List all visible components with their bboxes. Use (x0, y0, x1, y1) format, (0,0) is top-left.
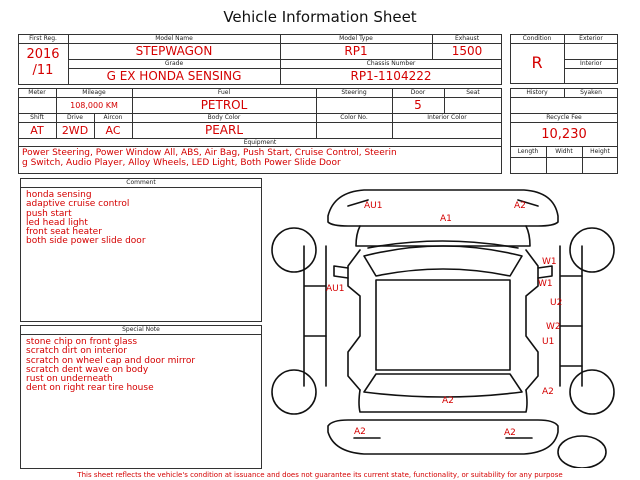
mileage-label: Mileage (82, 89, 106, 96)
mark-right-door-lower: U2 (550, 298, 563, 308)
condition-grade: R (531, 53, 543, 72)
chassis-value: RP1-1104222 (350, 69, 432, 83)
body-color-value: PEARL (204, 123, 244, 137)
shift-label: Shift (30, 114, 44, 121)
exterior-label: Exterior (579, 35, 603, 42)
comment-line: push start (26, 208, 72, 219)
mark-rear-lower: A2 (442, 396, 454, 406)
car-damage-diagram (264, 176, 620, 468)
mark-rear-bumper-right: A2 (504, 428, 516, 438)
mileage-value: 108,000 KM (70, 101, 118, 110)
body-color-label: Body Color (207, 114, 241, 121)
special-note-lines (26, 338, 195, 394)
mark-right-front-door: W1 (538, 279, 553, 289)
chassis-label: Chassis Number (366, 60, 416, 67)
exhaust-value: 1500 (451, 44, 483, 58)
equipment-line-1: Power Steering, Power Window All, ABS, Air Bag, Push Start, Cruise Control, Steerin (22, 148, 397, 158)
model-name-label: Model Name (155, 35, 193, 42)
width-label: Widht (555, 148, 573, 155)
rear-bumper-outline (328, 420, 558, 454)
mark-left-side: AU1 (326, 284, 345, 294)
left-side-outline (348, 250, 360, 390)
door-value: 5 (414, 98, 422, 112)
syaken-label: Syaken (580, 89, 602, 96)
right-side-outline (526, 250, 538, 390)
comment-line: led head light (26, 217, 88, 228)
fuel-value: PETROL (200, 98, 248, 112)
comment-line: honda sensing (26, 190, 92, 200)
interior-color-label: Interior Color (427, 114, 467, 121)
seat-label: Seat (466, 89, 480, 96)
recycle-fee-label: Recycle Fee (546, 114, 582, 121)
mark-front-bumper-left: AU1 (364, 201, 383, 211)
mark-right-rear-door: W2 (546, 322, 561, 332)
first-reg-year: 2016 (26, 47, 60, 62)
shift-value: AT (30, 124, 44, 137)
note-line: scratch dent wave on body (26, 364, 149, 375)
length-label: Length (517, 148, 539, 155)
windshield-outline (364, 246, 522, 276)
equipment-label: Equipment (243, 139, 277, 146)
roof-outline (376, 280, 510, 370)
recycle-fee-value: 10,230 (541, 127, 587, 142)
comment-line: both side power slide door (26, 236, 146, 247)
meter-label: Meter (28, 89, 46, 96)
interior-label: Interior (580, 60, 602, 67)
comment-line: adaptive cruise control (26, 199, 130, 210)
drive-value: 2WD (61, 124, 89, 137)
wheel-front-right (570, 228, 614, 272)
model-name-value: STEPWAGON (135, 44, 213, 58)
grade-label: Grade (164, 60, 184, 67)
wheel-rear-right (570, 370, 614, 414)
grade-value: G EX HONDA SENSING (106, 69, 242, 83)
fuel-label: Fuel (217, 89, 231, 96)
hood-outline (356, 226, 530, 246)
sheet-title: Vehicle Information Sheet (223, 8, 417, 26)
note-line: stone chip on front glass (26, 337, 138, 347)
first-reg-label: First Reg. (29, 35, 57, 42)
comment-label: Comment (126, 179, 156, 186)
note-line: rust on underneath (26, 374, 113, 385)
note-line: scratch dirt on interior (26, 346, 127, 357)
note-line: dent on right rear tire house (26, 383, 154, 394)
wheel-rear-left (272, 370, 316, 414)
exhaust-label: Exhaust (454, 35, 480, 42)
special-note-label: Special Note (122, 326, 160, 333)
color-no-label: Color No. (340, 114, 368, 121)
mark-right-rear: A2 (542, 387, 554, 397)
steering-label: Steering (341, 89, 367, 96)
note-line: scratch on wheel cap and door mirror (26, 355, 196, 366)
mark-front-bumper-right: A2 (514, 201, 526, 211)
comment-lines (26, 191, 146, 247)
disclaimer-footer: This sheet reflects the vehicle's condition at issuance and does not guarantee its current state, functionality, or suitability for any purpose (77, 471, 563, 479)
door-label: Door (410, 89, 426, 96)
mark-hood: A1 (440, 214, 452, 224)
first-reg-month: /11 (32, 63, 54, 78)
model-type-value: RP1 (344, 44, 368, 58)
condition-label: Condition (522, 35, 552, 42)
aircon-value: AC (105, 124, 121, 137)
history-label: History (526, 89, 548, 96)
mark-rear-bumper-left: A2 (354, 427, 366, 437)
wheel-front-left (272, 228, 316, 272)
model-type-label: Model Type (339, 35, 373, 42)
comment-line: front seat heater (26, 227, 102, 238)
mark-right-quarter: U1 (542, 337, 555, 347)
aircon-label: Aircon (103, 114, 123, 121)
drive-label: Drive (67, 114, 83, 121)
wheel-spare (558, 436, 606, 468)
height-label: Height (590, 148, 610, 155)
equipment-line-2: g Switch, Audio Player, Alloy Wheels, LED Light, Both Power Slide Door (22, 158, 341, 168)
rear-window-outline (364, 374, 522, 397)
mark-right-fender: W1 (542, 257, 557, 267)
